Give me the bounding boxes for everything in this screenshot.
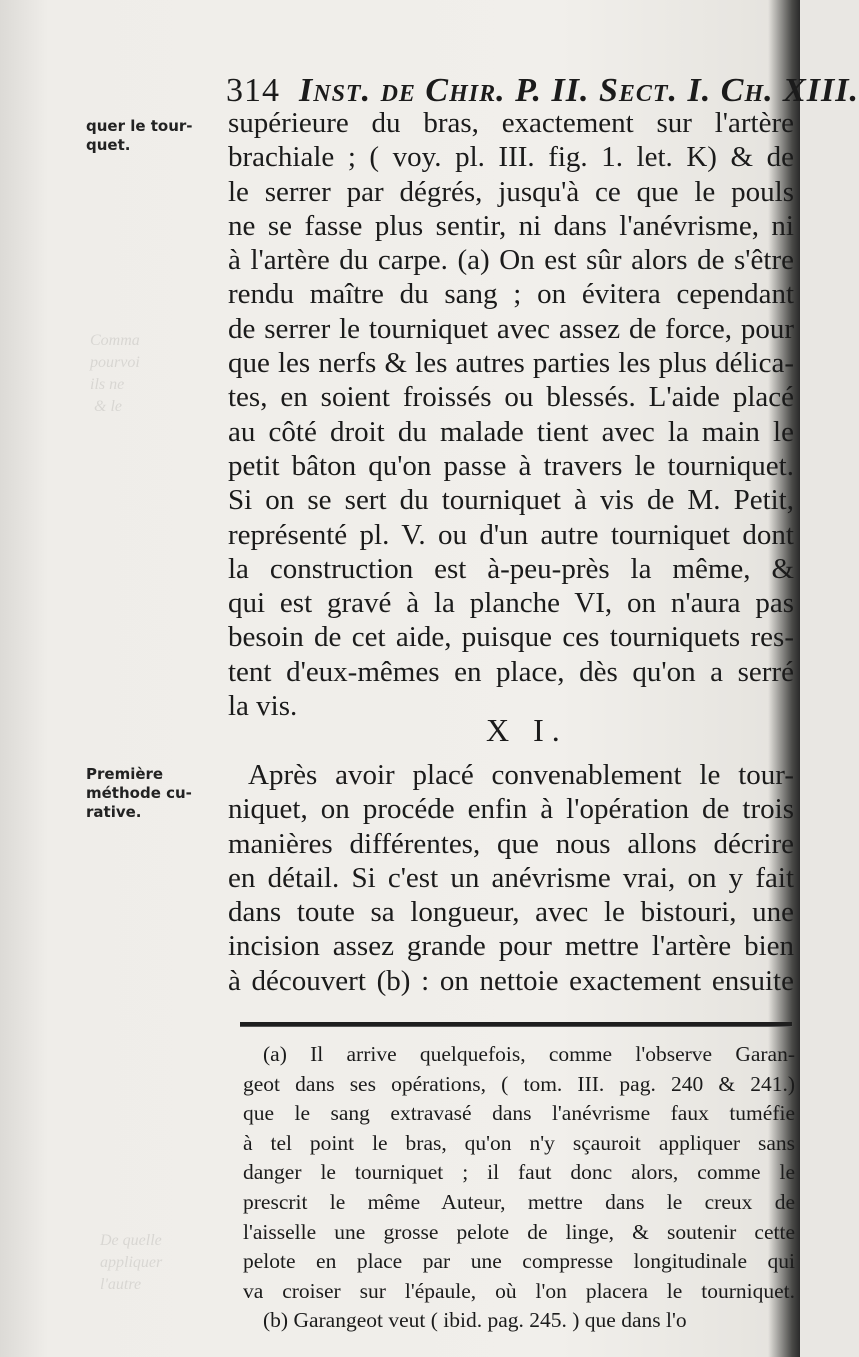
footnote-line: à tel point le bras, qu'on n'y sçauroit appliquer sans xyxy=(243,1130,795,1155)
text-line: qui est gravé à la planche VI, on n'aura pas xyxy=(228,587,794,620)
running-header xyxy=(226,72,859,110)
footnote-line: pelote en place par une compresse longitudinale qui xyxy=(243,1249,795,1274)
text-line: ne se fasse plus sentir, ni dans l'anévrisme, ni xyxy=(228,209,794,242)
footnote-line: va croiser sur l'épaule, où l'on placera le tourniquet. xyxy=(243,1278,795,1303)
paragraph-1 xyxy=(228,106,794,723)
text-line: niquet, on procéde enfin à l'opération de trois xyxy=(228,793,794,826)
text-line: Si on se sert du tourniquet à vis de M. Petit, xyxy=(228,484,794,517)
text-line: représenté pl. V. ou d'un autre tourniquet dont xyxy=(228,518,794,551)
text-line: à découvert (b) : on nettoie exactement ensuite xyxy=(228,964,794,997)
running-title: Inst. de Chir. P. II. Sect. I. Ch. XIII. xyxy=(299,72,859,109)
footnote-rule xyxy=(240,1022,792,1027)
bleed-through-text-bottom: De quelle appliquer l'autre xyxy=(100,1232,163,1293)
footnote-line: (b) Garangeot veut ( ibid. pag. 245. ) que dans l'o xyxy=(263,1308,687,1333)
margin-note-tourniquet xyxy=(86,117,211,155)
text-line: rendu maître du sang ; on évitera cependant xyxy=(228,278,794,311)
footnote-line: geot dans ses opérations, ( tom. III. pag. 240 & 241.) xyxy=(243,1071,795,1096)
text-line: tent d'eux-mêmes en place, dès qu'on a serré xyxy=(228,655,794,688)
text-line: besoin de cet aide, puisque ces tourniquets res- xyxy=(228,621,794,654)
footnote-line: danger le tourniquet ; il faut donc alors, comme le xyxy=(243,1160,795,1185)
text-line: la vis. xyxy=(228,690,298,723)
text-line: le serrer par dégrés, jusqu'à ce que le pouls xyxy=(228,175,794,208)
text-line: brachiale ; ( voy. pl. III. fig. 1. let. K) & de xyxy=(228,141,794,174)
text-line: manières différentes, que nous allons décrire xyxy=(228,827,794,860)
text-line: de serrer le tourniquet avec assez de force, pour xyxy=(228,312,794,345)
section-heading: X I. xyxy=(486,712,568,748)
text-line: dans toute sa longueur, avec le bistouri, une xyxy=(228,896,794,929)
text-line: au côté droit du malade tient avec la main le xyxy=(228,415,794,448)
text-line: Après avoir placé convenablement le tour- xyxy=(248,759,794,791)
bleed-through-text: Comma pourvoi ils ne & le xyxy=(90,332,140,415)
footnote-line: que le sang extravasé dans l'anévrisme faux tuméfie xyxy=(243,1101,795,1126)
text-line: que les nerfs & les autres parties les plus délica- xyxy=(228,347,794,380)
paragraph-2 xyxy=(228,758,794,998)
text-line: la construction est à-peu-près la même, & xyxy=(228,552,794,585)
footnote-line: l'aisselle une grosse pelote de linge, & soutenir cette xyxy=(243,1219,795,1244)
text-line: tes, en soient froissés ou blessés. L'aide placé xyxy=(228,381,794,414)
text-line: incision assez grande pour mettre l'artère bien xyxy=(228,930,794,963)
margin-note-text: quer le tour- quet. xyxy=(86,117,193,154)
footnote-line: (a) Il arrive quelquefois, comme l'observe Garan- xyxy=(263,1042,795,1066)
margin-note-text: Première méthode cu- rative. xyxy=(86,765,192,821)
footnote-line: prescrit le même Auteur, mettre dans le creux de xyxy=(243,1189,795,1214)
text-line: à l'artère du carpe. (a) On est sûr alors de s'être xyxy=(228,244,794,277)
margin-note-premiere-methode xyxy=(86,765,211,822)
page-number: 314 xyxy=(226,72,280,109)
text-line: supérieure du bras, exactement sur l'artère xyxy=(228,107,794,139)
footnotes xyxy=(243,1040,795,1336)
text-line: en détail. Si c'est un anévrisme vrai, on y fait xyxy=(228,861,794,894)
text-line: petit bâton qu'on passe à travers le tourniquet. xyxy=(228,449,794,482)
